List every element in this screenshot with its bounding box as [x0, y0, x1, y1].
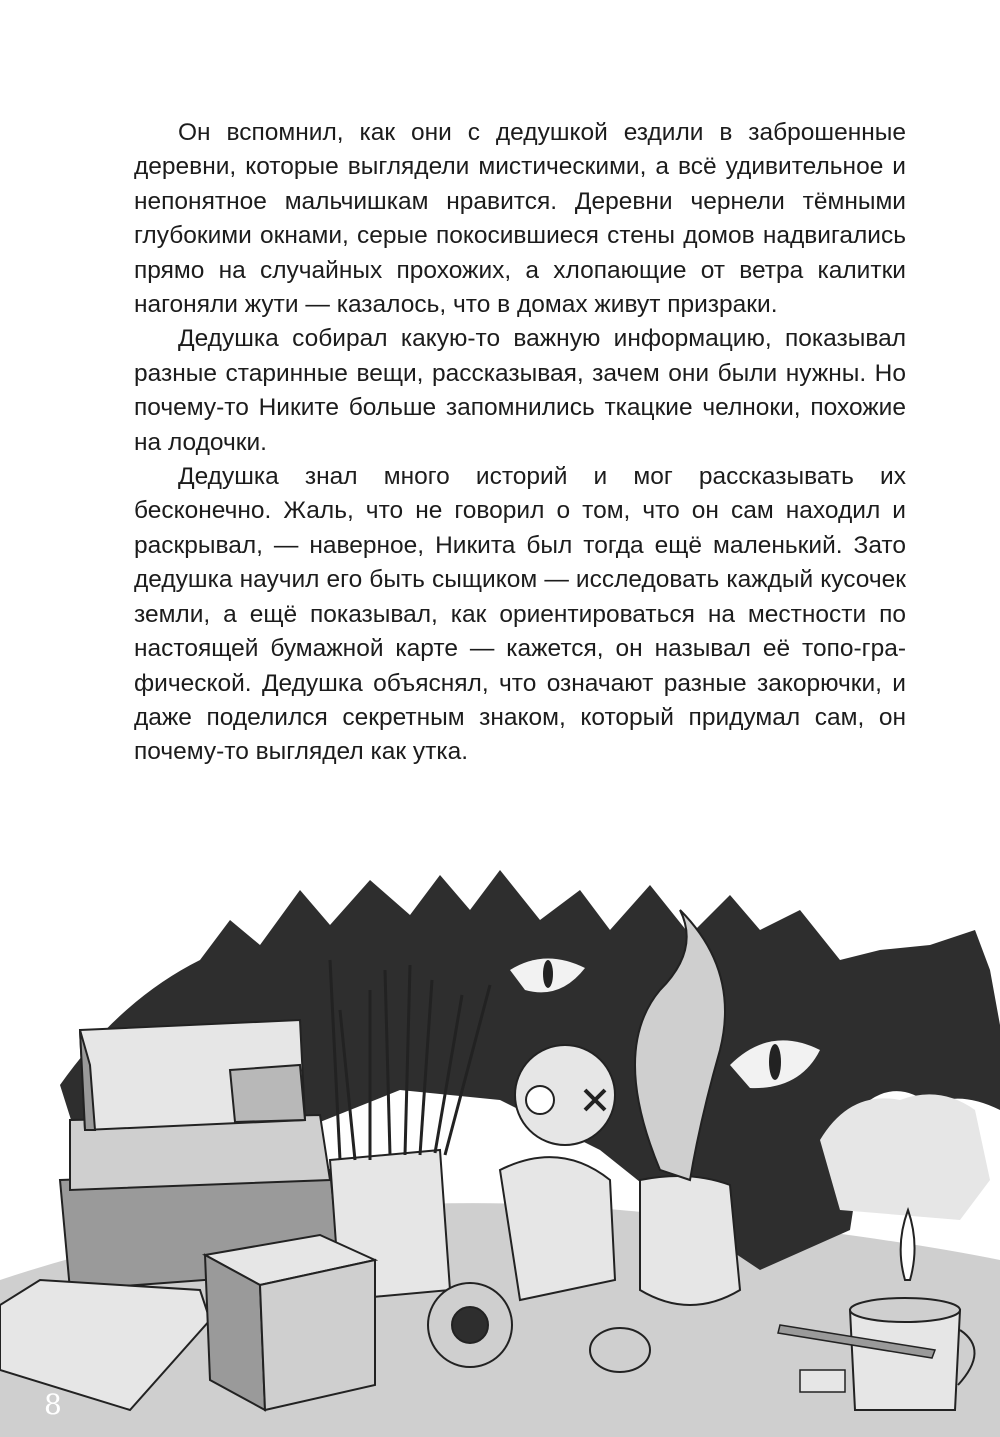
monster-fur — [820, 1094, 990, 1220]
paragraph-2: Дедушка собирал какую-то важную информацию, показывал разные старинные вещи, рассказывая, зачем они были нужны. Но почему-то Никите больше запомнились ткацкие челноки, похожие на лодочки. — [134, 325, 906, 456]
rubiks-cube — [205, 1235, 375, 1410]
paragraph-3: Дедушка знал много историй и мог рассказывать их бесконечно. Жаль, что не говорил о том, что он сам находил и раскрывал, — наверное, Никита был тогда ещё маленький. Зато дедушка научил его быть сыщиком — исследовать каждый кусочек земли, а ещё показывал, как ориентироваться на местности по настоящей бумажной карте — кажется, он называл её топо-гра-фической. Дедушка объяснял, что означают разные закорючки, и даже поделился секретным знаком, который придумал сам, он почему-то выглядел как утка. — [134, 463, 906, 766]
desk-illustration — [0, 850, 1000, 1437]
page-number: 8 — [44, 1388, 62, 1421]
story-text — [134, 116, 906, 770]
paragraph-1: Он вспомнил, как они с дедушкой ездили в заброшенные деревни, которые выглядели мистическими, а всё удивительное и непонятное мальчишкам нравится. Деревни чернели тёмными глубокими окнами, серые покосившиеся стены домов надвигались прямо на случайных прохожих, а хлопающие от ветра калитки нагоняли жути — казалось, что в домах живут призраки. — [134, 119, 906, 319]
eraser — [800, 1370, 845, 1392]
